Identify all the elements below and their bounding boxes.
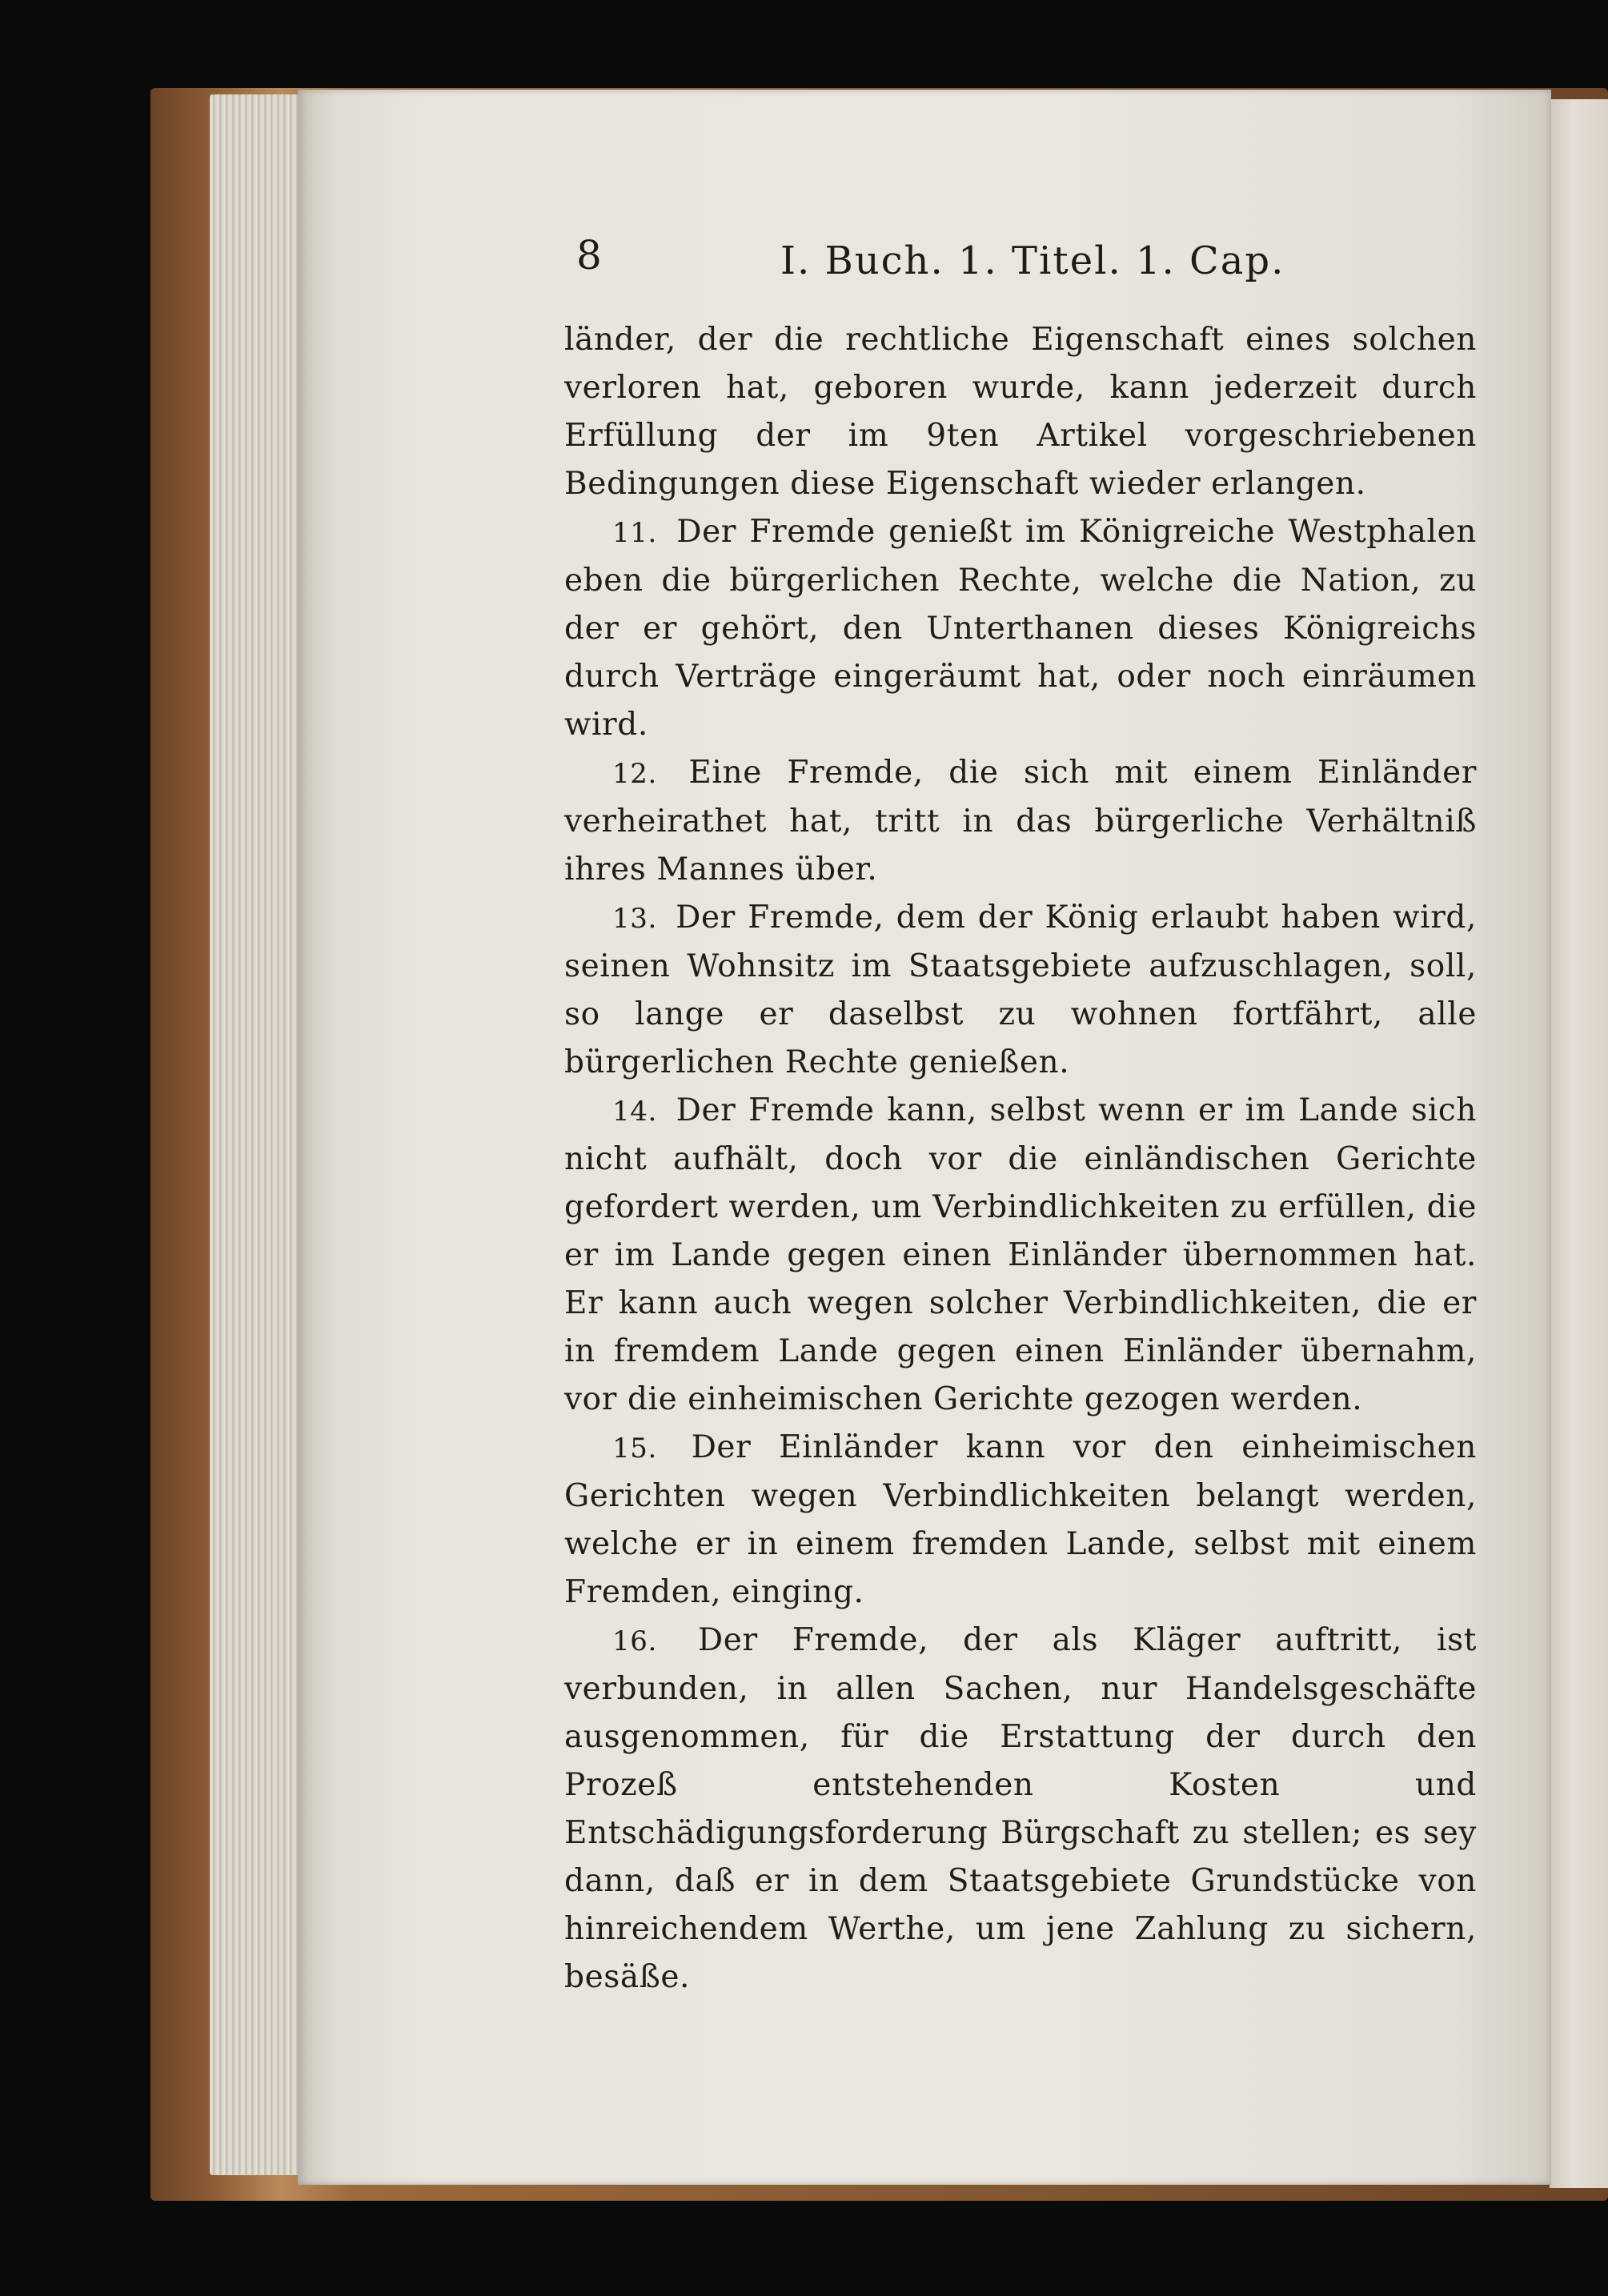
article-15: [564, 1424, 1477, 1617]
paragraph-text: Der Fremde kann, selbst wenn er im Lande sich nicht aufhält, doch vor die einländischen Gerichte gefordert werden, um Verbindlichkeiten zu erfüllen, die er im Lande gegen einen Einländer übernommen hat. Er kann auch wegen solcher Verbindlichkeiten, die er in fremdem Lande gegen einen Einländer übernahm, vor die einheimischen Gerichte gezogen werden.: [564, 1092, 1477, 1417]
article-16: [564, 1617, 1477, 2001]
article-13: [564, 894, 1477, 1087]
article-number: 12.: [612, 758, 657, 790]
article-number: 11.: [612, 517, 657, 549]
paragraph-text: Der Fremde genießt im Königreiche Westphalen eben die bürgerlichen Rechte, welche die Nation, zu der er gehört, den Unterthanen dieses Königreichs durch Verträge eingeräumt hat, oder noch einräumen wird.: [564, 514, 1478, 743]
running-head: I. Buch. 1. Titel. 1. Cap.: [780, 238, 1285, 283]
page-body: [564, 316, 1477, 2001]
facing-page-edge: [1550, 99, 1608, 2188]
paragraph-text: Der Einländer kann vor den einheimischen Gerichten wegen Verbindlichkeiten belangt werden, welche er in einem fremden Lande, selbst mit einem Fremden, einging.: [564, 1429, 1477, 1610]
article-number: 14.: [612, 1096, 657, 1128]
article-11: [564, 508, 1477, 749]
paragraph-text: Der Fremde, dem der König erlaubt haben wird, seinen Wohnsitz im Staatsgebiete aufzuschlagen, soll, so lange er daselbst zu wohnen fortfährt, alle bürgerlichen Rechte genießen.: [564, 900, 1477, 1080]
article-number: 15.: [612, 1432, 657, 1465]
article-number: 13.: [612, 903, 657, 935]
article-14: [564, 1087, 1477, 1424]
paragraph-text: Eine Fremde, die sich mit einem Einländer verheirathet hat, tritt in das bürgerliche Verhältniß ihres Mannes über.: [564, 755, 1477, 888]
article-number: 16.: [612, 1625, 657, 1657]
page-number: 8: [576, 232, 602, 278]
page-edges: [210, 94, 306, 2175]
paragraph-continued: [564, 316, 1477, 508]
article-12: [564, 749, 1477, 894]
paragraph-text: länder, der die rechtliche Eigenschaft eines solchen verloren hat, geboren wurde, kann jederzeit durch Erfüllung der im 9ten Artikel vorgeschriebenen Bedingungen diese Eigenschaft wieder erlangen.: [564, 322, 1477, 502]
paragraph-text: Der Fremde, der als Kläger auftritt, ist verbunden, in allen Sachen, nur Handelsgeschäfte ausgenommen, für die Erstattung der durch den Prozeß entstehenden Kosten und Entschädigungsforderung Bürgschaft zu stellen; es sey dann, daß er in dem Staatsgebiete Grundstücke von hinreichendem Werthe, um jene Zahlung zu sichern, besäße.: [564, 1622, 1477, 1995]
